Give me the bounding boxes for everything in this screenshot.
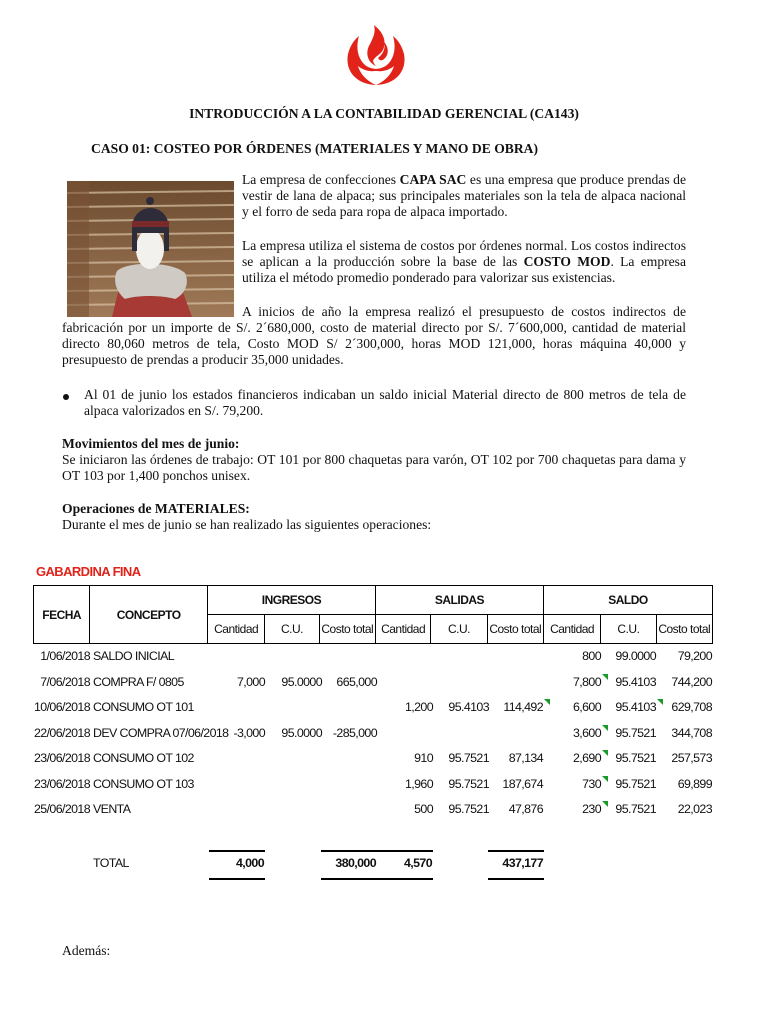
ademas-text: Además: (62, 943, 111, 958)
product-photo (67, 181, 234, 317)
mannequin-image-icon (67, 181, 234, 317)
cell-out-qty: 500 (414, 802, 433, 816)
header-out-costo-total: Costo total (487, 615, 543, 644)
header-salidas: SALIDAS (375, 586, 543, 615)
header-out-cu: C.U. (431, 615, 487, 644)
cell-bal-total: 22,023 (677, 802, 712, 816)
cell-out-cu: 95.4103 (448, 700, 489, 714)
cell-bal-total: 744,200 (671, 674, 712, 689)
total-out-total-topline (488, 850, 544, 852)
total-in-total-topline (321, 850, 377, 852)
cell-bal-qty: 800 (582, 649, 601, 663)
header-in-cantidad: Cantidad (207, 615, 264, 644)
header-saldo: SALDO (543, 586, 712, 615)
cell-in-qty: 7,000 (236, 674, 265, 689)
table-row (33, 747, 713, 773)
cell-bal-qty: 730 (582, 776, 601, 791)
cell-concepto: CONSUMO OT 103 (93, 776, 194, 791)
total-out-qty-topline (377, 850, 433, 852)
ledger-header-table (33, 585, 713, 644)
cell-concepto: CONSUMO OT 101 (93, 700, 194, 714)
cell-in-cu: 95.0000 (281, 725, 322, 740)
total-out-total-underline (488, 878, 544, 880)
cell-fecha: 22/06/2018 (33, 725, 90, 740)
header-in-costo-total: Costo total (319, 615, 375, 644)
bullet-dot-icon (62, 388, 70, 406)
total-label: TOTAL (93, 856, 129, 870)
cell-out-total: 187,674 (502, 776, 543, 791)
cell-fecha: 23/06/2018 (33, 776, 90, 791)
header-in-cu: C.U. (265, 615, 319, 644)
cell-bal-cu: 95.4103 (615, 700, 656, 714)
cell-bal-total: 79,200 (677, 649, 712, 663)
operations-heading: Operaciones de MATERIALES: (62, 501, 250, 516)
cell-fecha: 25/06/2018 (33, 802, 90, 816)
cell-out-cu: 95.7521 (448, 802, 489, 816)
page-title: INTRODUCCIÓN A LA CONTABILIDAD GERENCIAL (CA143) (189, 106, 579, 121)
cell-in-qty: -3,000 (233, 725, 265, 740)
header-fecha: FECHA (34, 586, 90, 644)
table-row (33, 773, 713, 799)
cell-bal-cu: 95.7521 (615, 725, 656, 740)
cell-fecha: 7/06/2018 (40, 674, 90, 689)
header-concepto: CONCEPTO (90, 586, 208, 644)
cell-bal-cu: 95.4103 (615, 674, 656, 689)
table-row (33, 696, 713, 722)
cell-bal-total: 69,899 (677, 776, 712, 791)
bullet-text: Al 01 de junio los estados financieros indicaban un saldo inicial Material directo de 800 metros de tela de alpaca valorizados en S/. 79,200. (84, 387, 686, 418)
total-in-total: 380,000 (335, 856, 376, 870)
cell-concepto: COMPRA F/ 0805 (93, 674, 184, 689)
company-name: CAPA SAC (399, 172, 467, 187)
header-bal-cantidad: Cantidad (543, 615, 600, 644)
table-row (33, 671, 713, 697)
cell-in-total: 665,000 (336, 674, 377, 689)
cell-bal-cu: 95.7521 (615, 802, 656, 816)
header-ingresos: INGRESOS (207, 586, 375, 615)
cell-bal-total: 257,573 (671, 751, 712, 765)
intro-paragraph-3: A inicios de año la empresa realizó el presupuesto de costos indirectos de fabricación por un importe de S/. 2´680,000, costo de material directo por S/. 7´600,000, cantidad de material directo 80,060 metros de tela, Costo MOD S/ 2´300,000, horas MOD 121,000, horas máquina 40,000 y presupuesto de prendas a producir 35,000 unidades. (62, 304, 686, 367)
cell-fecha: 10/06/2018 (33, 700, 90, 714)
cell-bal-qty: 2,690 (572, 751, 601, 765)
university-logo (343, 24, 409, 86)
cell-out-total: 87,134 (508, 751, 543, 765)
cell-bal-cu: 99.0000 (615, 649, 656, 663)
cell-concepto: SALDO INICIAL (93, 649, 175, 663)
cell-concepto: CONSUMO OT 102 (93, 751, 194, 765)
cell-bal-cu: 95.7521 (615, 776, 656, 791)
cell-bal-qty: 230 (582, 802, 601, 816)
cell-in-cu: 95.0000 (281, 674, 322, 689)
table-row (33, 722, 713, 748)
total-in-total-underline (321, 878, 377, 880)
cell-out-total: 114,492 (503, 700, 543, 714)
material-title: GABARDINA FINA (36, 564, 141, 579)
flame-logo-icon (343, 24, 409, 86)
total-out-qty-underline (377, 878, 433, 880)
header-bal-costo-total: Costo total (656, 615, 712, 644)
total-out-qty: 4,570 (403, 856, 432, 870)
total-in-qty: 4,000 (235, 856, 264, 870)
cell-concepto: DEV COMPRA 07/06/2018 (93, 725, 229, 740)
case-title: CASO 01: COSTEO POR ÓRDENES (MATERIALES Y MANO DE OBRA) (91, 141, 538, 156)
cell-out-cu: 95.7521 (448, 776, 489, 791)
total-out-total: 437,177 (502, 856, 543, 870)
cell-bal-qty: 6,600 (572, 700, 601, 714)
cell-bal-total: 344,708 (671, 725, 712, 740)
table-row (33, 798, 713, 824)
cell-bal-cu: 95.7521 (615, 751, 656, 765)
ledger-rows (33, 645, 713, 824)
cell-concepto: VENTA (93, 802, 131, 816)
cell-out-qty: 1,960 (404, 776, 433, 791)
cell-fecha: 23/06/2018 (33, 751, 90, 765)
intro-paragraph-1: La empresa de confecciones CAPA SAC es una empresa que produce prendas de vestir de lana de alpaca; sus principales materiales son la tela de alpaca nacional y el forro de seda para ropa de alpaca importado. (242, 172, 687, 219)
cell-out-cu: 95.7521 (448, 751, 489, 765)
operations-text: Durante el mes de junio se han realizado las siguientes operaciones: (62, 517, 432, 532)
cell-out-qty: 910 (414, 751, 433, 765)
total-in-qty-topline (209, 850, 265, 852)
movements-text: Se iniciaron las órdenes de trabajo: OT 101 por 800 chaquetas para varón, OT 102 por 700 chaquetas para dama y OT 103 por 1,400 ponchos unisex. (62, 452, 686, 483)
cell-bal-qty: 3,600 (572, 725, 601, 740)
total-in-qty-underline (209, 878, 265, 880)
cell-out-qty: 1,200 (404, 700, 433, 714)
movements-heading: Movimientos del mes de junio: (62, 436, 240, 451)
intro-paragraph-2: La empresa utiliza el sistema de costos por órdenes normal. Los costos indirectos se aplican a la producción sobre la base de las COSTO MOD. La empresa utiliza el método promedio ponderado para valorizar sus existencias. (242, 238, 686, 285)
cell-bal-total: 629,708 (671, 700, 712, 714)
header-bal-cu: C.U. (601, 615, 656, 644)
cell-bal-qty: 7,800 (572, 674, 601, 689)
cell-in-total: -285,000 (332, 725, 377, 740)
cell-out-total: 47,876 (508, 802, 543, 816)
header-out-cantidad: Cantidad (375, 615, 430, 644)
cell-fecha: 1/06/2018 (40, 649, 90, 663)
table-row (33, 645, 713, 671)
